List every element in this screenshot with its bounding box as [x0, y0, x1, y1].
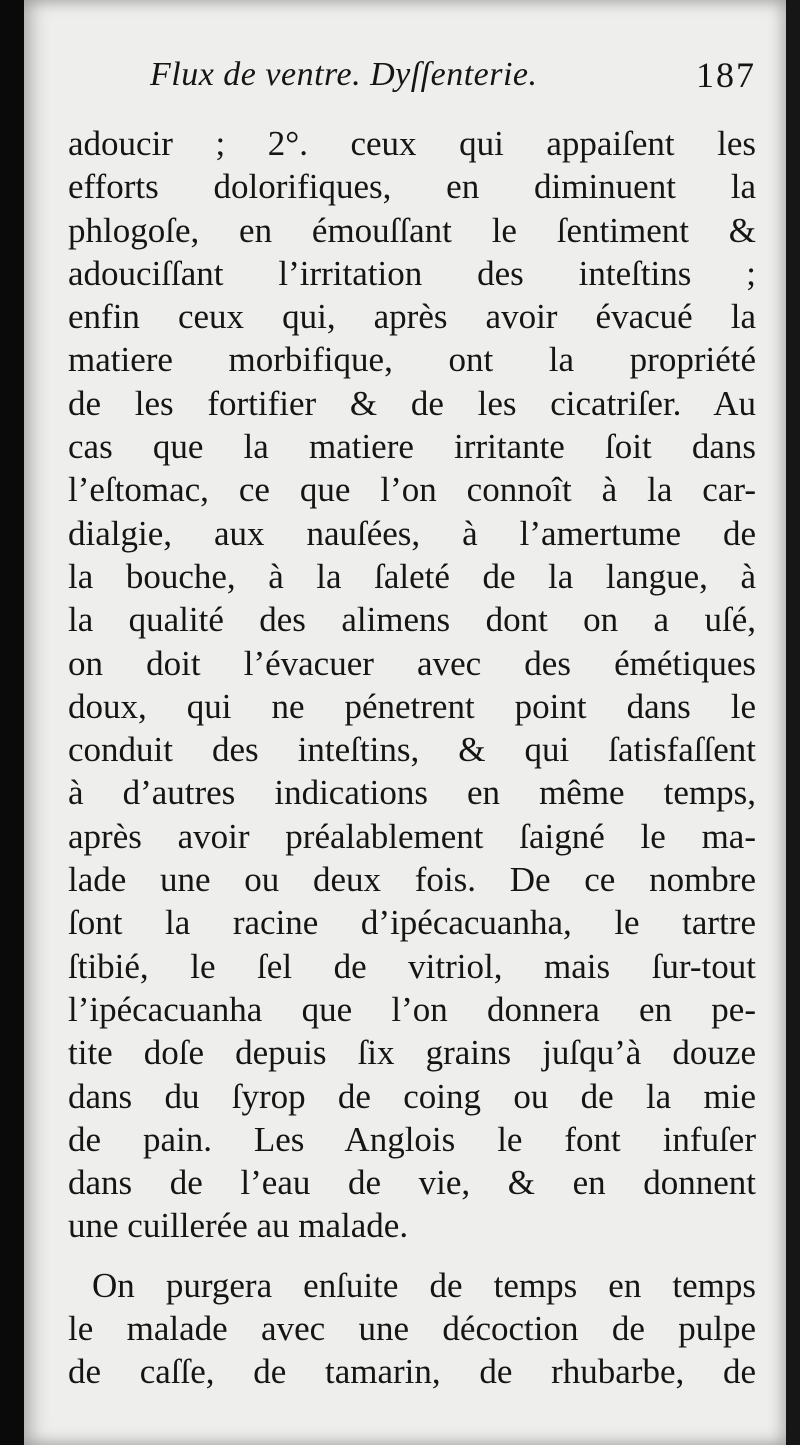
text-line: le malade avec une décoction de pulpe [68, 1309, 756, 1349]
text-line: enfin ceux qui, après avoir évacué la [68, 297, 756, 337]
text-line: de pain. Les Anglois le font infuſer [68, 1119, 756, 1159]
text-line: adouciſſant l’irritation des inteſtins ; [68, 253, 756, 293]
text-line: de caſſe, de tamarin, de rhubarbe, de [68, 1352, 756, 1392]
paragraph-2 [68, 1264, 756, 1394]
text-line: à d’autres indications en même temps, [68, 773, 756, 813]
text-line: après avoir préalablement ſaigné le ma- [68, 816, 756, 856]
text-line: dialgie, aux nauſées, à l’amertume de [68, 513, 756, 553]
text-line: on doit l’évacuer avec des émétiques [68, 643, 756, 683]
text-line: la bouche, à la ſaleté de la langue, à [68, 556, 756, 596]
page-content [68, 52, 756, 1394]
page-header [68, 52, 756, 108]
text-line: de les fortifier & de les cicatriſer. Au [68, 383, 756, 423]
body-text [68, 122, 756, 1394]
text-line: adoucir ; 2°. ceux qui appaiſent les [68, 124, 756, 163]
text-line: dans du ſyrop de coing ou de la mie [68, 1076, 756, 1116]
text-line: matiere morbifique, ont la propriété [68, 340, 756, 380]
text-line: la qualité des alimens dont on a uſé, [68, 600, 756, 640]
text-line: l’ipécacuanha que l’on donnera en pe- [68, 989, 756, 1029]
page-number: 187 [696, 55, 756, 95]
text-line: phlogoſe, en émouſſant le ſentiment & [68, 210, 756, 250]
text-line: On purgera enſuite de temps en temps [92, 1265, 756, 1305]
running-head: Flux de ventre. Dyſſenterie. [150, 56, 538, 93]
text-line: ſont la racine d’ipécacuanha, le tartre [68, 903, 756, 943]
text-line: efforts dolorifiques, en diminuent la [68, 167, 756, 207]
text-line: l’eſtomac, ce que l’on connoît à la car- [68, 470, 756, 510]
text-line: tite doſe depuis ſix grains juſqu’à douze [68, 1033, 756, 1073]
book-page [24, 0, 786, 1445]
text-line: une cuillerée au malade. [68, 1206, 409, 1246]
text-line: conduit des inteſtins, & qui ſatisfaſſent [68, 730, 756, 770]
paragraph-gap [68, 1248, 756, 1264]
text-line: cas que la matiere irritante ſoit dans [68, 427, 756, 467]
text-line: dans de l’eau de vie, & en donnent [68, 1163, 756, 1203]
text-line: ſtibié, le ſel de vitriol, mais ſur-tout [68, 946, 756, 986]
text-line: lade une ou deux fois. De ce nombre [68, 860, 756, 900]
paragraph-1 [68, 122, 756, 1248]
scan-border-left [0, 0, 24, 1445]
text-line: doux, qui ne pénetrent point dans le [68, 686, 756, 726]
scan-border-right [786, 0, 800, 1445]
